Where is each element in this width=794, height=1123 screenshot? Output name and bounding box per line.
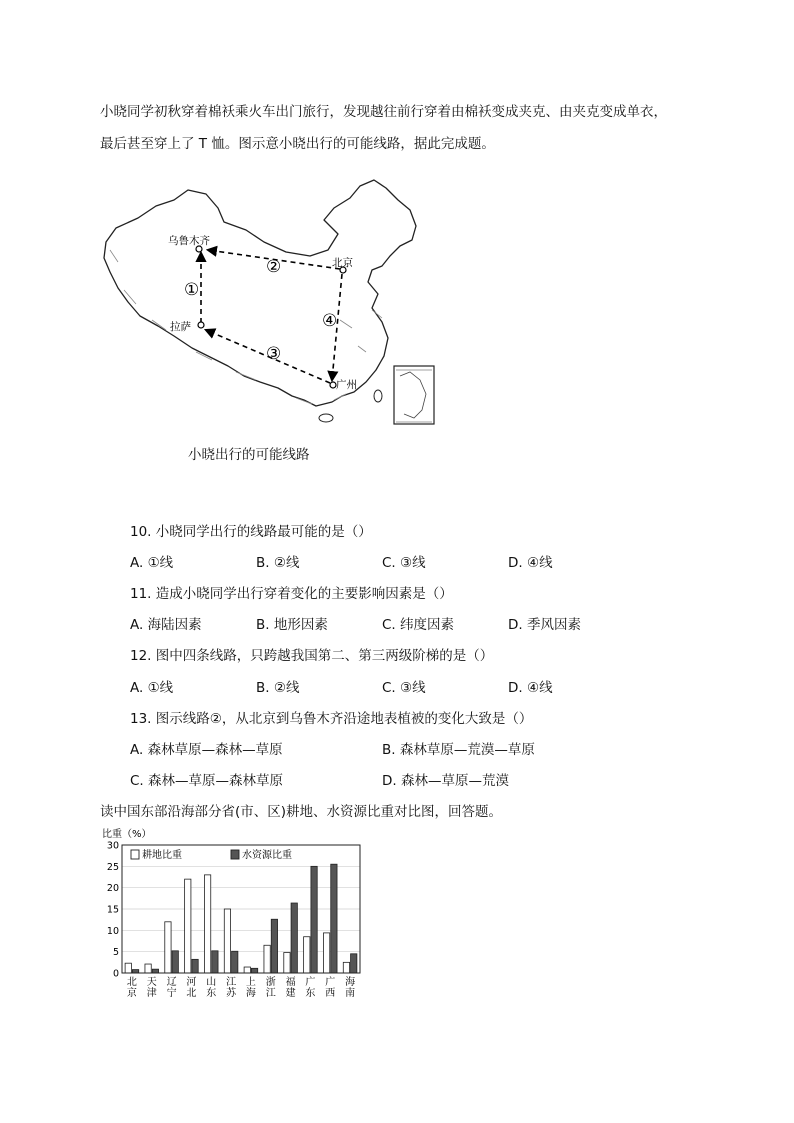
question-12: 12. 图中四条线路，只跨越我国第二、第三两级阶梯的是（） (130, 648, 494, 664)
question-10: 10. 小晓同学出行的线路最可能的是（） (130, 524, 372, 540)
chart-xtick-label-9: 广 (305, 977, 316, 988)
bar-farmland-1 (145, 964, 151, 973)
chart-ytick-label: 10 (106, 925, 119, 937)
chart-xtick-label-5: 江 (226, 977, 237, 988)
q11-option-d: D. 季风因素 (508, 617, 581, 633)
city-label-urumqi: 乌鲁木齐 (168, 235, 210, 247)
intro-line-1: 小晓同学初秋穿着棉袄乘火车出门旅行，发现越往前行穿着由棉袄变成夹克、由夹克变成单衣， (100, 104, 667, 120)
bar-water-8 (291, 903, 297, 973)
route-label-2: ② (266, 257, 282, 277)
q10-option-c: C. ③线 (382, 555, 426, 571)
bar-water-0 (132, 970, 138, 973)
q13-option-b: B. 森林草原—荒漠—草原 (382, 742, 535, 758)
bar-farmland-6 (244, 967, 250, 973)
legend-swatch-farmland (131, 850, 139, 859)
bar-farmland-10 (323, 933, 329, 973)
legend-label-water: 水资源比重 (242, 850, 292, 861)
q11-option-b: B. 地形因素 (256, 617, 328, 633)
chart-ytick-label: 30 (106, 840, 119, 852)
bar-water-4 (212, 951, 218, 973)
chart-xtick-label-3: 河 (186, 977, 197, 988)
chart-ytick-label: 15 (106, 904, 119, 916)
bar-water-11 (351, 954, 357, 973)
chart-xtick-label-6: 上 (245, 977, 256, 988)
chart-xtick-label-9: 东 (305, 988, 316, 999)
q12-option-c: C. ③线 (382, 680, 426, 696)
chart-xtick-label-7: 江 (265, 988, 276, 999)
bar-farmland-11 (343, 962, 349, 973)
chart-xtick-label-11: 海 (345, 977, 356, 988)
q12-option-a: A. ①线 (130, 680, 174, 696)
chart-xtick-label-5: 苏 (226, 988, 237, 999)
bar-water-6 (251, 968, 257, 973)
chart-xtick-label-1: 津 (146, 988, 157, 999)
bar-farmland-2 (165, 922, 171, 973)
chart-xtick-label-8: 建 (285, 988, 296, 999)
bar-water-3 (192, 959, 198, 973)
legend-swatch-water (231, 850, 239, 859)
bar-water-9 (311, 866, 317, 973)
city-dot-lhasa (198, 322, 204, 328)
intro-line-2: 最后甚至穿上了 T 恤。图示意小晓出行的可能线路，据此完成题。 (100, 136, 495, 152)
bar-farmland-4 (204, 875, 210, 973)
bar-water-5 (232, 951, 238, 973)
q10-option-a: A. ①线 (130, 555, 174, 571)
bar-farmland-5 (224, 909, 230, 973)
bar-water-10 (331, 864, 337, 973)
chart-xtick-label-11: 南 (345, 988, 356, 999)
chart-xtick-label-7: 浙 (265, 977, 276, 988)
q12-option-b: B. ②线 (256, 680, 300, 696)
bar-farmland-8 (284, 953, 290, 973)
q13-option-d: D. 森林—草原—荒漠 (382, 773, 509, 789)
chart-xtick-label-0: 北 (126, 977, 137, 988)
chart-intro-text: 读中国东部沿海部分省(市、区)耕地、水资源比重对比图，回答题。 (100, 804, 503, 820)
q11-option-c: C. 纬度因素 (382, 617, 455, 633)
bar-water-7 (271, 919, 277, 973)
chart-xtick-label-3: 北 (186, 988, 197, 999)
bar-farmland-0 (125, 963, 131, 973)
chart-xtick-label-1: 天 (146, 977, 157, 988)
q13-option-c: C. 森林—草原—森林草原 (130, 773, 284, 789)
city-label-lhasa: 拉萨 (170, 321, 191, 333)
map-caption: 小晓出行的可能线路 (188, 447, 310, 463)
farmland-water-bar-chart (100, 826, 362, 1004)
bar-farmland-9 (304, 937, 310, 973)
bar-farmland-3 (185, 879, 191, 973)
chart-ytick-label: 25 (106, 861, 119, 873)
chart-xtick-label-2: 宁 (166, 988, 177, 999)
route-label-4: ④ (322, 311, 338, 331)
chart-ylabel: 比重（%） (102, 829, 152, 840)
city-label-guangzhou: 广州 (336, 379, 357, 391)
chart-xtick-label-2: 辽 (166, 977, 177, 988)
q10-option-d: D. ④线 (508, 555, 553, 571)
chart-ytick-label: 5 (112, 947, 119, 959)
question-11: 11. 造成小晓同学出行穿着变化的主要影响因素是（） (130, 586, 453, 602)
q10-option-b: B. ②线 (256, 555, 300, 571)
bar-farmland-7 (264, 945, 270, 973)
q13-option-a: A. 森林草原—森林—草原 (130, 742, 283, 758)
chart-xtick-label-8: 福 (285, 977, 296, 988)
chart-ytick-label: 20 (106, 883, 119, 895)
chart-xtick-label-0: 京 (126, 988, 137, 999)
chart-ytick-label: 0 (112, 968, 119, 980)
china-route-map (96, 170, 442, 432)
route-label-1: ① (184, 280, 200, 300)
bar-water-2 (172, 951, 178, 973)
chart-xtick-label-4: 东 (206, 988, 217, 999)
chart-xtick-label-6: 海 (245, 988, 256, 999)
legend-label-farmland: 耕地比重 (142, 850, 182, 861)
chart-xtick-label-10: 广 (325, 977, 336, 988)
chart-xtick-label-10: 西 (325, 988, 336, 999)
question-13: 13. 图示线路②，从北京到乌鲁木齐沿途地表植被的变化大致是（） (130, 711, 533, 727)
q12-option-d: D. ④线 (508, 680, 553, 696)
chart-xtick-label-4: 山 (206, 977, 217, 988)
q11-option-a: A. 海陆因素 (130, 617, 202, 633)
bar-water-1 (152, 969, 158, 973)
route-label-3: ③ (266, 344, 282, 364)
china-outline (104, 180, 416, 406)
city-label-beijing: 北京 (332, 257, 353, 269)
